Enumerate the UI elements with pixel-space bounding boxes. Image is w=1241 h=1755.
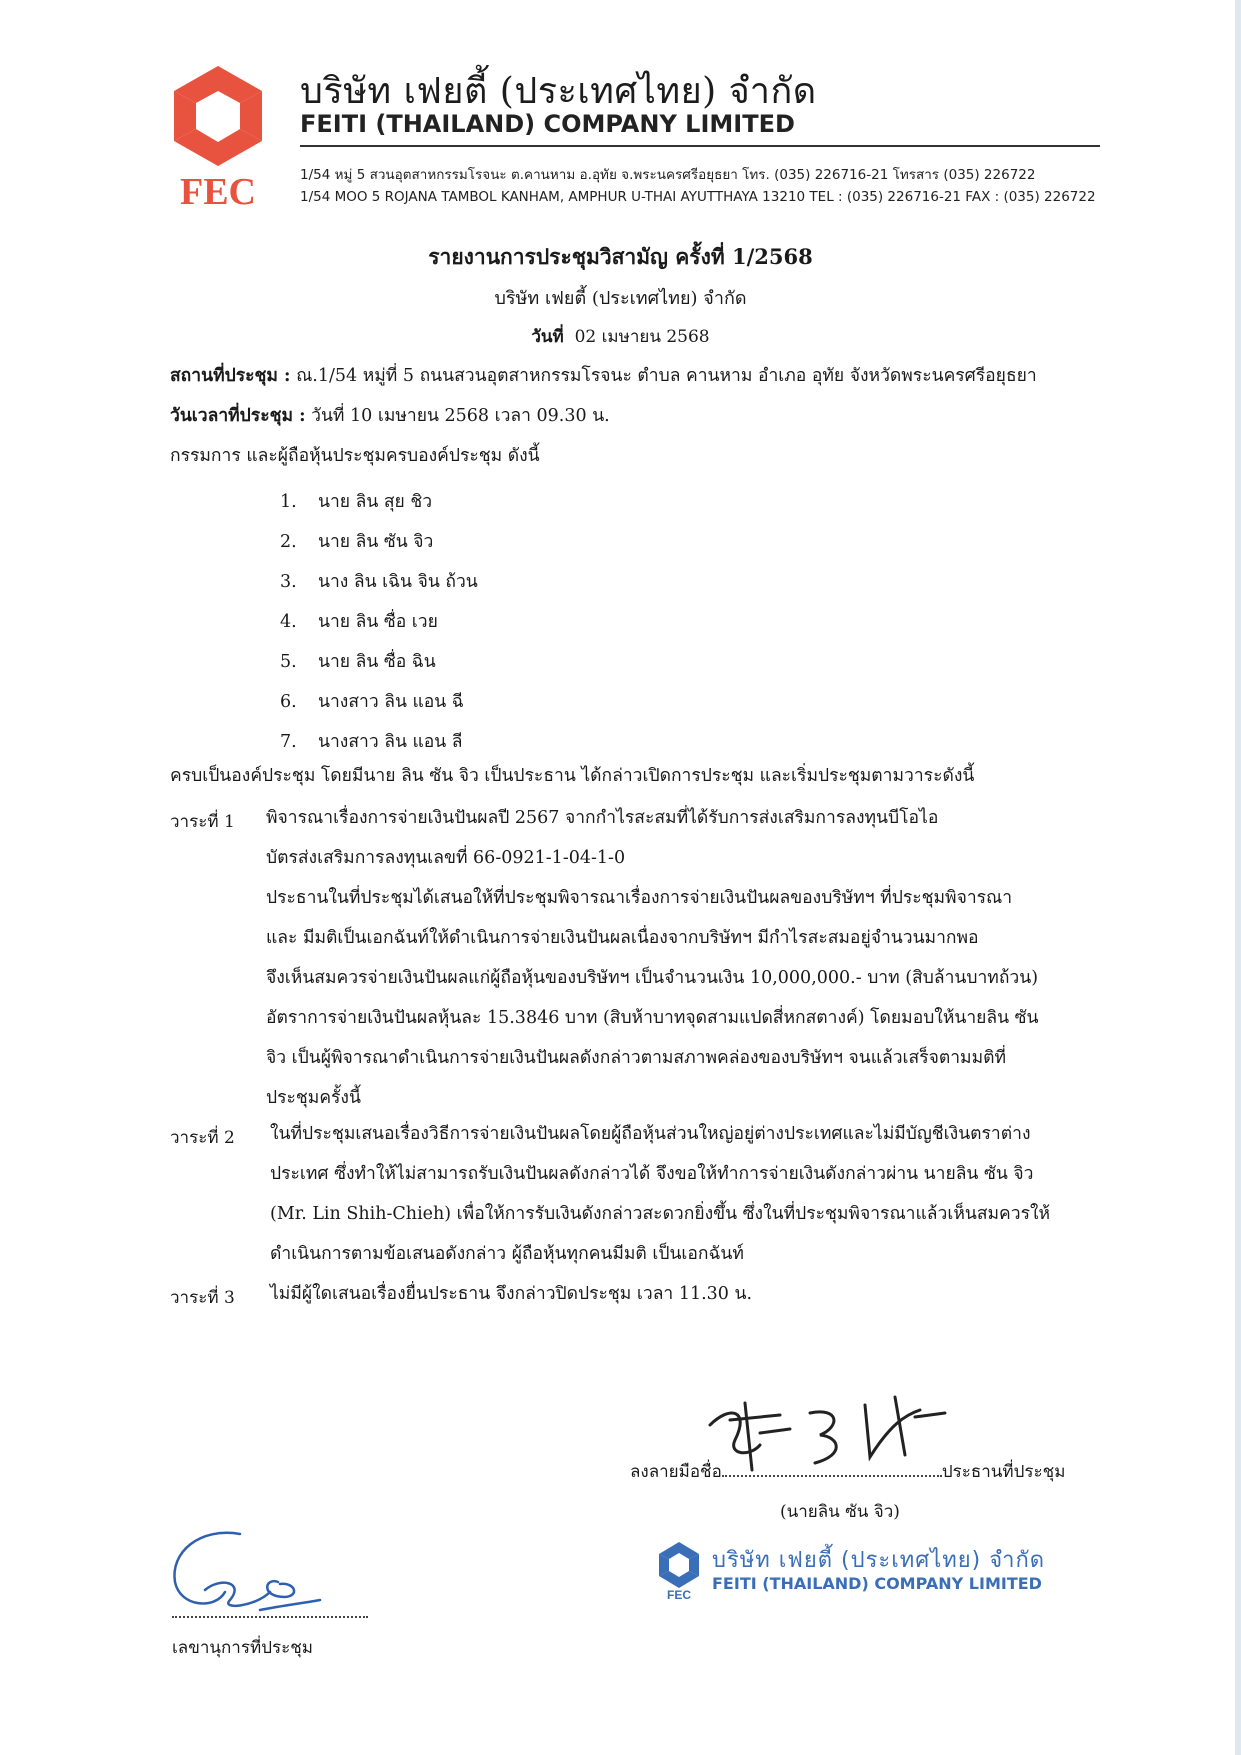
agenda-2-body — [270, 1114, 1080, 1274]
chairman-name: (นายลิน ซัน จิว) — [780, 1502, 900, 1522]
attendee-number: 6. — [280, 692, 297, 712]
sign-role: ประธานที่ประชุม — [941, 1462, 1066, 1482]
list-item — [280, 607, 478, 647]
agenda-line: บัตรส่งเสริมการลงทุนเลขที่ 66-0921-1-04-1-0 — [266, 848, 626, 868]
stamp-company-en: FEITI (THAILAND) COMPANY LIMITED — [712, 1574, 1042, 1593]
secretary-label: เลขานุการที่ประชุม — [172, 1638, 313, 1658]
agenda-2-label: วาระที่ 2 — [170, 1128, 235, 1148]
report-date — [0, 323, 1241, 350]
agenda-line: จึงเห็นสมควรจ่ายเงินปันผลแก่ผู้ถือหุ้นของบริษัทฯ เป็นจำนวนเงิน 10,000,000.- บาท (สิบล้านบาทถ้วน) — [266, 968, 1039, 988]
attendee-number: 7. — [280, 732, 297, 752]
secretary-signature — [160, 1522, 330, 1617]
attendee-name: นางสาว ลิน แอน ฉี — [318, 692, 464, 712]
quorum-intro: กรรมการ และผู้ถือหุ้นประชุมครบองค์ประชุม ดังนี้ — [170, 446, 540, 466]
stamp-logo-text: FEC — [667, 1588, 691, 1600]
agenda-1-body — [266, 798, 1076, 1118]
attendee-name: นาย ลิน ซื่อ เวย — [318, 612, 438, 632]
agenda-line: ไม่มีผู้ใดเสนอเรื่องยื่นประธาน จึงกล่าวปิดประชุม เวลา 11.30 น. — [270, 1284, 753, 1304]
report-company: บริษัท เฟยตี้ (ประเทศไทย) จำกัด — [494, 288, 747, 309]
date-label: วันที่ — [531, 327, 564, 347]
address-th: 1/54 หมู่ 5 สวนอุตสาหกรรมโรจนะ ต.คานหาม อ.อุทัย จ.พระนครศรีอยุธยา โทร. (035) 226716-21 โทรสาร (035) 226722 — [300, 167, 1036, 183]
company-name-th: บริษัท เฟยตี้ (ประเทศไทย) จำกัด — [300, 71, 817, 112]
list-item — [280, 647, 478, 687]
agenda-line: จิว เป็นผู้พิจารณาดำเนินการจ่ายเงินปันผลดังกล่าวตามสภาพคล่องของบริษัทฯ จนแล้วเสร็จตามมติที่ — [266, 1048, 1007, 1068]
company-name-en: FEITI (THAILAND) COMPANY LIMITED — [300, 110, 795, 138]
company-logo — [158, 62, 278, 212]
agenda-1-label: วาระที่ 1 — [170, 812, 235, 832]
datetime-value: วันที่ 10 เมษายน 2568 เวลา 09.30 น. — [311, 406, 610, 426]
meeting-place — [170, 364, 1037, 388]
attendee-name: นาย ลิน สุย ชิว — [318, 492, 433, 512]
place-label: สถานที่ประชุม : — [170, 366, 291, 386]
agenda-3-label: วาระที่ 3 — [170, 1288, 235, 1308]
stamp-logo — [652, 1540, 706, 1600]
attendee-number: 2. — [280, 532, 297, 552]
datetime-label: วันเวลาที่ประชุม : — [170, 406, 306, 426]
sign-prefix: ลงลายมือชื่อ — [630, 1462, 722, 1482]
agenda-line: และ มีมติเป็นเอกฉันท์ให้ดำเนินการจ่ายเงินปันผลเนื่องจากบริษัทฯ มีกำไรสะสมอยู่จำนวนมากพอ — [266, 928, 979, 948]
meeting-datetime — [170, 404, 610, 428]
date-value: 02 เมษายน 2568 — [574, 327, 710, 347]
secretary-signature-dots — [172, 1615, 368, 1618]
attendee-number: 4. — [280, 612, 297, 632]
agenda-line: พิจารณาเรื่องการจ่ายเงินปันผลปี 2567 จากกำไรสะสมที่ได้รับการส่งเสริมการลงทุนบีโอไอ — [266, 808, 939, 828]
stamp-company-th: บริษัท เฟยตี้ (ประเทศไทย) จำกัด — [712, 1548, 1046, 1573]
attendee-list — [280, 487, 478, 767]
header-divider — [300, 145, 1100, 147]
report-title: รายงานการประชุมวิสามัญ ครั้งที่ 1/2568 — [428, 244, 813, 269]
agenda-line: ประเทศ ซึ่งทำให้ไม่สามารถรับเงินปันผลดังกล่าวได้ จึงขอให้ทำการจ่ายเงินดังกล่าวผ่าน นายลิน ซัน จิว — [270, 1164, 1034, 1184]
agenda-line: (Mr. Lin Shih-Chieh) เพื่อให้การรับเงินดังกล่าวสะดวกยิ่งขึ้น ซึ่งในที่ประชุมพิจารณาแล้วเห็นสมควรให้ — [270, 1204, 1051, 1224]
chairman-sign-line — [630, 1458, 1065, 1485]
attendee-name: นาย ลิน ซัน จิว — [318, 532, 434, 552]
list-item — [280, 487, 478, 527]
agenda-line: ในที่ประชุมเสนอเรื่องวิธีการจ่ายเงินปันผลโดยผู้ถือหุ้นส่วนใหญ่อยู่ต่างประเทศและไม่มีบัญชีเงินตราต่าง — [270, 1124, 1031, 1144]
agenda-line: ประชุมครั้งนี้ — [266, 1088, 361, 1108]
list-item — [280, 687, 478, 727]
attendee-number: 1. — [280, 492, 297, 512]
list-item — [280, 727, 478, 767]
attendee-name: นาง ลิน เฉิน จิน ถ้วน — [318, 572, 478, 592]
agenda-3-body — [270, 1274, 1080, 1314]
attendee-number: 3. — [280, 572, 297, 592]
attendee-name: นาย ลิน ซื่อ ฉิน — [318, 652, 436, 672]
list-item — [280, 567, 478, 607]
attendee-name: นางสาว ลิน แอน ลี — [318, 732, 463, 752]
opening-statement: ครบเป็นองค์ประชุม โดยมีนาย ลิน ซัน จิว เป็นประธาน ได้กล่าวเปิดการประชุม และเริ่มประชุมตามวาระดังนี้ — [170, 766, 975, 786]
signature-dots — [722, 1474, 942, 1477]
agenda-line: ดำเนินการตามข้อเสนอดังกล่าว ผู้ถือหุ้นทุกคนมีมติ เป็นเอกฉันท์ — [270, 1244, 744, 1264]
agenda-line: อัตราการจ่ายเงินปันผลหุ้นละ 15.3846 บาท (สิบห้าบาทจุดสามแปดสี่หกสตางค์) โดยมอบให้นายลิน ซัน — [266, 1008, 1039, 1028]
list-item — [280, 527, 478, 567]
agenda-line: ประธานในที่ประชุมได้เสนอให้ที่ประชุมพิจารณาเรื่องการจ่ายเงินปันผลของบริษัทฯ ที่ประชุมพิจารณา — [266, 888, 1013, 908]
place-value: ณ.1/54 หมู่ที่ 5 ถนนสวนอุตสาหกรรมโรจนะ ตำบล คานหาม อำเภอ อุทัย จังหวัดพระนครศรีอยุธยา — [296, 366, 1037, 386]
attendee-number: 5. — [280, 652, 297, 672]
logo-text: FEC — [180, 171, 256, 212]
address-en: 1/54 MOO 5 ROJANA TAMBOL KANHAM, AMPHUR U-THAI AYUTTHAYA 13210 TEL : (035) 226716-21 FAX : (035) 226722 — [300, 189, 1096, 205]
